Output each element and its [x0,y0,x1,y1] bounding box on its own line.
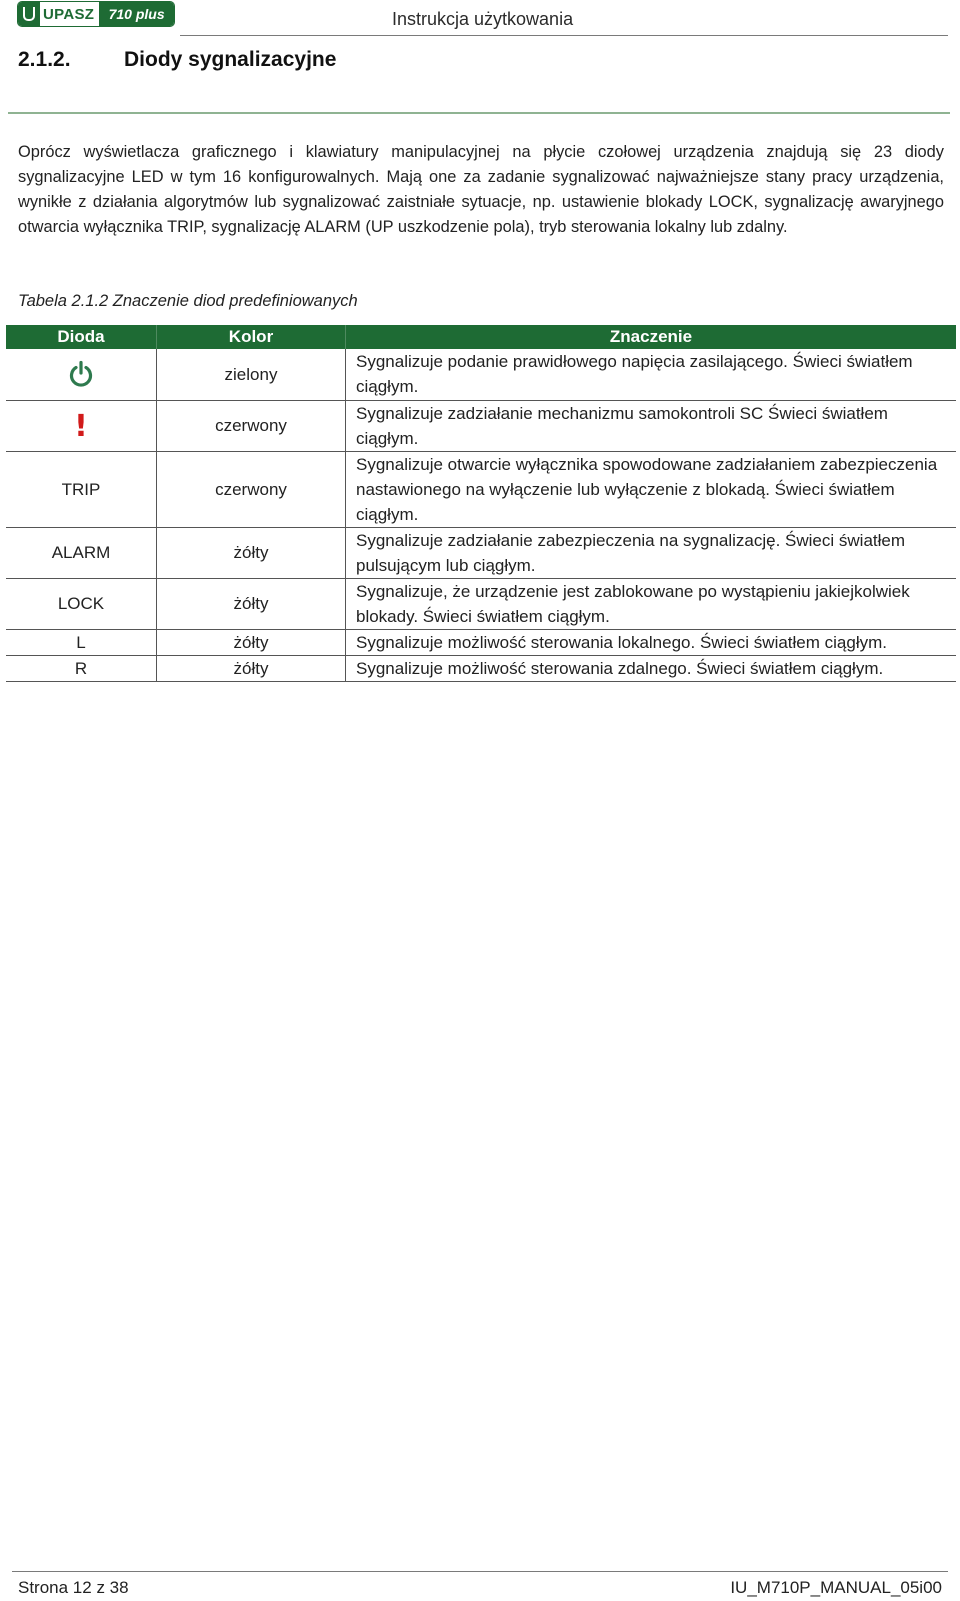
document-title: Instrukcja użytkowania [392,9,574,29]
kolor-cell: żółty [157,527,346,578]
dioda-cell: R [6,655,157,681]
dioda-cell: L [6,629,157,655]
table-row [6,400,956,451]
page-number: Strona 12 z 38 [18,1578,129,1597]
section-number: 2.1.2. [18,48,71,71]
dioda-cell [6,349,157,400]
header-kolor: Kolor [157,325,346,349]
znaczenie-cell: Sygnalizuje możliwość sterowania zdalnego. Świeci światłem ciągłym. [346,655,957,681]
dioda-cell: LOCK [6,578,157,629]
document-id: IU_M710P_MANUAL_05i00 [730,1578,942,1597]
table-row [6,451,956,527]
table-row [6,655,956,681]
brand-logo [18,2,174,26]
header-dioda: Dioda [6,325,157,349]
table-header-row [6,325,956,349]
znaczenie-cell: Sygnalizuje zadziałanie mechanizmu samokontroli SC Świeci światłem ciągłym. [346,400,957,451]
znaczenie-cell: Sygnalizuje otwarcie wyłącznika spowodowane zadziałaniem zabezpieczenia nastawionego na wyłączenie lub wyłączenie z blokadą. Świeci światłem ciągłym. [346,451,957,527]
znaczenie-cell: Sygnalizuje możliwość sterowania lokalnego. Świeci światłem ciągłym. [346,629,957,655]
table-row [6,629,956,655]
dioda-cell: ALARM [6,527,157,578]
intro-paragraph: Oprócz wyświetlacza graficznego i klawiatury manipulacyjnej na płycie czołowej urządzenia znajdują się 23 diody sygnalizacyjne LED w tym 16 konfigurowalnych. Mają one za zadanie sygnalizować najważniejsze stany pracy urządzenia, wynikłe z działania algorytmów lub sygnalizować zaistniałe sytuacje, np. ustawienie blokady LOCK, sygnalizację awaryjnego otwarcia wyłącznika TRIP, sygnalizację ALARM (UP uszkodzenie pola), tryb sterowania lokalny lub zdalny. [18,143,944,236]
znaczenie-cell: Sygnalizuje podanie prawidłowego napięcia zasilającego. Świeci światłem ciągłym. [346,349,957,400]
znaczenie-cell: Sygnalizuje zadziałanie zabezpieczenia na sygnalizację. Świeci światłem pulsującym lub ciągłym. [346,527,957,578]
footer-divider [12,1571,948,1572]
header-divider [180,35,948,36]
table-caption: Tabela 2.1.2 Znaczenie diod predefiniowanych [18,292,358,310]
logo-name: UPASZ [40,2,99,26]
kolor-cell: czerwony [157,451,346,527]
dioda-cell: TRIP [6,451,157,527]
header-znaczenie: Znaczenie [346,325,957,349]
logo-mark-icon [18,2,40,26]
kolor-cell: żółty [157,578,346,629]
kolor-cell: żółty [157,655,346,681]
section-divider [8,112,950,114]
exclamation-icon: ! [74,409,88,444]
logo-model: 710 plus [99,2,174,26]
section-heading [18,48,336,72]
table-row [6,527,956,578]
kolor-cell: zielony [157,349,346,400]
kolor-cell: żółty [157,629,346,655]
table-row [6,578,956,629]
kolor-cell: czerwony [157,400,346,451]
led-meaning-table [6,325,956,682]
power-icon [68,360,94,388]
znaczenie-cell: Sygnalizuje, że urządzenie jest zablokowane po wystąpieniu jakiejkolwiek blokady. Świeci światłem ciągłym. [346,578,957,629]
section-title: Diody sygnalizacyjne [124,48,337,71]
table-row [6,349,956,400]
dioda-cell [6,400,157,451]
